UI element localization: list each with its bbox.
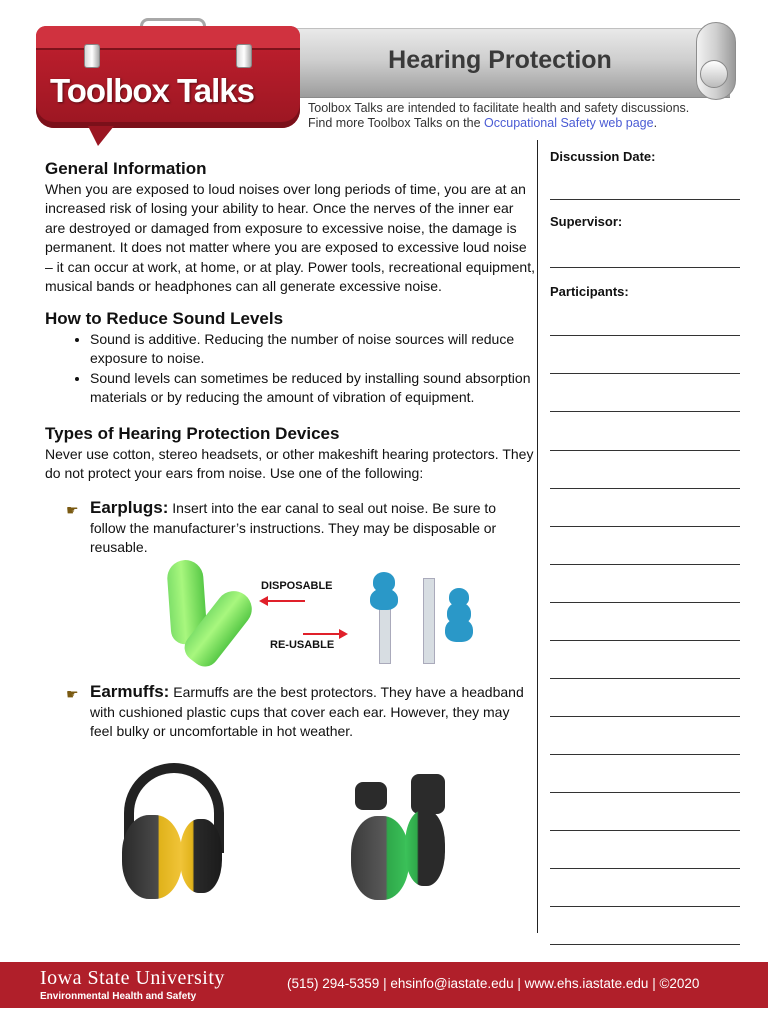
intro-prefix: Find more Toolbox Talks on the (308, 116, 485, 130)
participants-label: Participants: (550, 284, 629, 299)
occupational-safety-link[interactable]: Occupational Safety web page (484, 116, 654, 130)
disposable-label: DISPOSABLE (261, 580, 333, 592)
university-logo-text: Iowa State University (40, 967, 225, 989)
earmuffs-lead: Earmuffs: (90, 682, 170, 701)
supervisor-label: Supervisor: (550, 214, 623, 229)
latch-icon (84, 44, 100, 68)
scroll-curl-inner-graphic (700, 60, 728, 88)
reusable-earplug-image (370, 588, 398, 610)
earplugs-figure (165, 558, 465, 673)
reduce-sound-section (45, 308, 535, 408)
helmet-mount-clip (355, 782, 387, 810)
participant-line[interactable] (550, 411, 740, 412)
reusable-earplug-image (445, 618, 473, 642)
participant-line[interactable] (550, 602, 740, 603)
earplugs-item (66, 498, 535, 558)
footer-contact-info: (515) 294-5359 | ehsinfo@iastate.edu | www.ehs.iastate.edu | ©2020 (287, 976, 700, 991)
earmuffs-item (66, 682, 535, 742)
earmuffs-text: Earmuffs are the best protectors. They have a headband with cushioned plastic cups that cover each ear. However, they may feel bulky or uncomfortable in hot weather. (90, 684, 524, 740)
department-name: Environmental Health and Safety (40, 991, 197, 1002)
list-item: • Sound is additive. Reducing the number of noise sources will reduce exposure to noise. (90, 330, 535, 369)
participant-line[interactable] (550, 792, 740, 793)
document-title: Hearing Protection (388, 46, 612, 74)
reduce-sound-heading: How to Reduce Sound Levels (45, 309, 284, 328)
reusable-label: RE-USABLE (270, 639, 335, 651)
reduce-sound-list (45, 330, 535, 408)
participant-line[interactable] (550, 944, 740, 945)
pointing-hand-icon: ☛ (66, 686, 79, 702)
participant-line[interactable] (550, 450, 740, 451)
general-information-heading: General Information (45, 159, 207, 178)
earplugs-text: Insert into the ear canal to seal out noise. Be sure to follow the manufacturer’s instructions. They may be disposable or reusable. (90, 500, 497, 556)
reusable-plug-stem (423, 578, 435, 664)
intro-suffix: . (653, 116, 658, 130)
participant-line[interactable] (550, 868, 740, 869)
helmet-earmuff-image (345, 770, 457, 902)
discussion-date-label: Discussion Date: (550, 149, 656, 164)
participant-line[interactable] (550, 488, 740, 489)
earmuff-cup (351, 816, 409, 900)
participant-line[interactable] (550, 335, 740, 336)
protection-devices-heading: Types of Hearing Protection Devices (45, 424, 340, 443)
arrow-right-icon (339, 629, 348, 639)
headband-earmuff-image (118, 763, 230, 903)
participant-line[interactable] (550, 373, 740, 374)
participant-line[interactable] (550, 564, 740, 565)
participant-line[interactable] (550, 678, 740, 679)
protection-devices-text: Never use cotton, stereo headsets, or other makeshift hearing protectors. They do not protect your ears from noise. Use one of the following: (45, 446, 534, 482)
participant-line[interactable] (550, 716, 740, 717)
intro-line-1: Toolbox Talks are intended to facilitate health and safety discussions. (308, 101, 690, 115)
general-information-text: When you are exposed to loud noises over long periods of time, you are at an increased risk of losing your ability to hear. Once the nerves of the inner ear are destroyed or damaged from exposure to excessive noise, the damage is permanent. It does not matter where you are exposed to excessive loud noise – it can occur at work, at home, or at play. Power tools, recreational equipment, musical bands or headphones can all generate excessive noise. (45, 181, 535, 295)
earplugs-lead: Earplugs: (90, 498, 169, 517)
protection-devices-section (45, 423, 535, 484)
discussion-date-line[interactable] (550, 199, 740, 200)
arrow-right-line (303, 633, 339, 635)
speech-tail-graphic (88, 126, 114, 146)
participant-line[interactable] (550, 754, 740, 755)
earmuff-cup (180, 819, 222, 893)
arrow-left-icon (259, 596, 268, 606)
brand-logo-text: Toolbox Talks (50, 72, 254, 109)
arrow-left-line (267, 600, 305, 602)
latch-icon (236, 44, 252, 68)
supervisor-line[interactable] (550, 267, 740, 268)
pointing-hand-icon: ☛ (66, 502, 79, 518)
intro-line-2 (308, 116, 728, 131)
earmuff-cup (122, 815, 182, 899)
earmuff-cup (405, 810, 445, 886)
column-divider (537, 140, 538, 933)
participant-line[interactable] (550, 830, 740, 831)
participant-line[interactable] (550, 640, 740, 641)
helmet-mount-clip (411, 774, 445, 814)
list-item: • Sound levels can sometimes be reduced by installing sound absorption materials or by reducing the amount of vibration of equipment. (90, 369, 535, 408)
general-information-section (45, 158, 535, 296)
participant-line[interactable] (550, 906, 740, 907)
intro-text (308, 101, 728, 131)
participant-line[interactable] (550, 526, 740, 527)
toolbox-lid-graphic (36, 26, 300, 50)
